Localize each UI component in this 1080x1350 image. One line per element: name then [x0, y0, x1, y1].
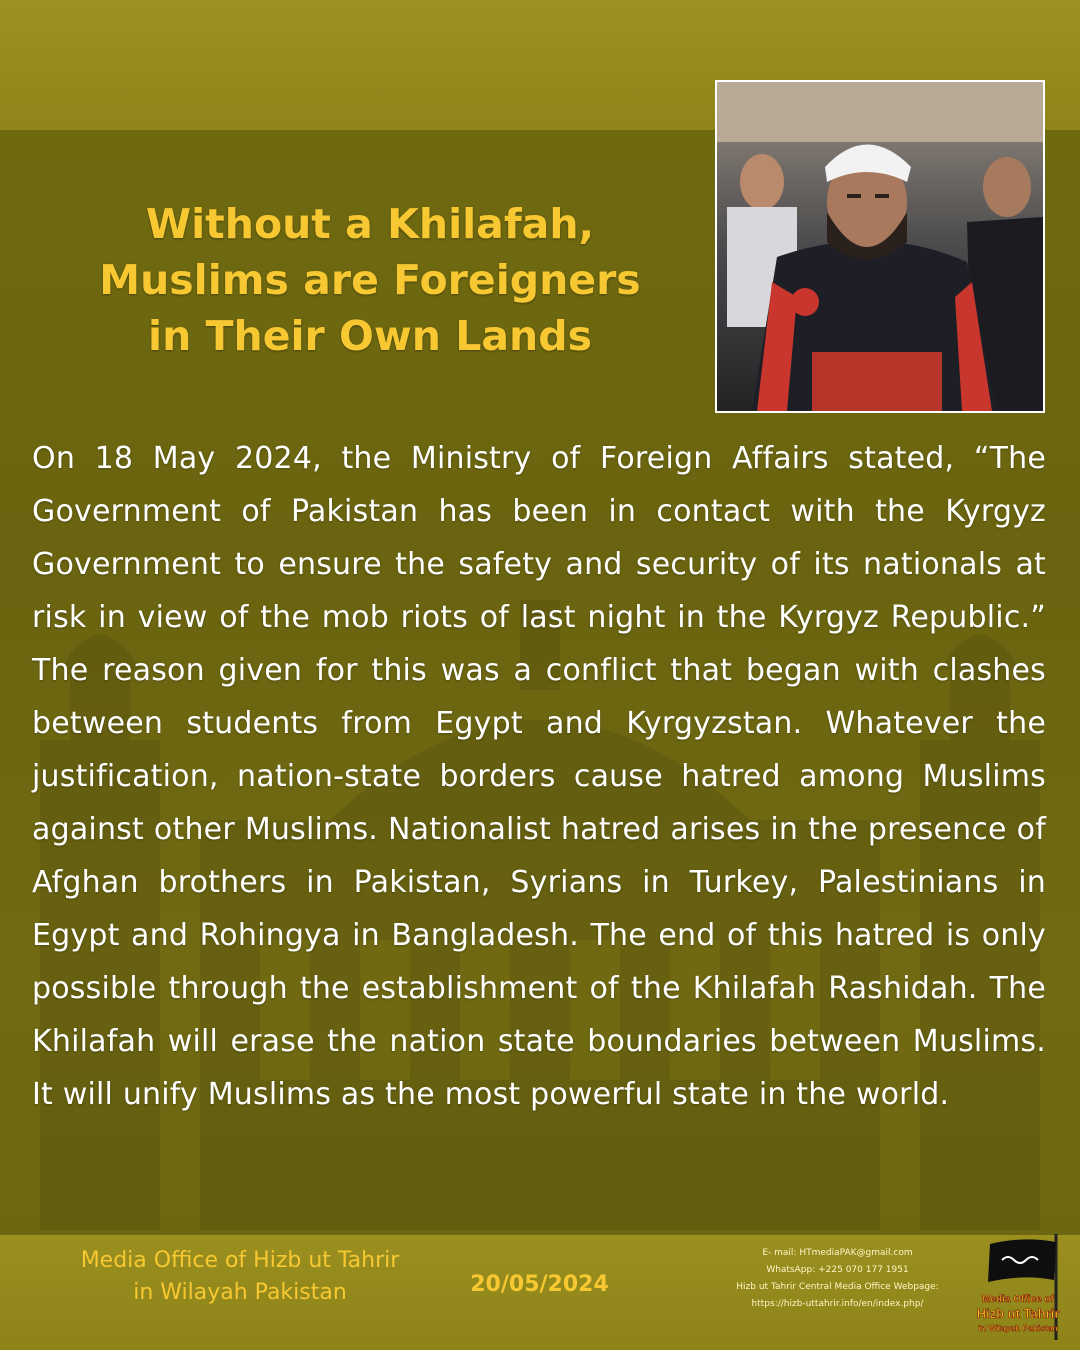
footer-date: 20/05/2024: [470, 1272, 609, 1297]
footer-organization: [30, 1245, 450, 1309]
headline-line-1: Without a Khilafah,: [145, 200, 595, 248]
contact-webpage-label: Hizb ut Tahrir Central Media Office Webpage:: [736, 1282, 939, 1292]
contact-email[interactable]: E- mail: HTmediaPAK@gmail.com: [762, 1248, 913, 1258]
headline-line-3: in Their Own Lands: [148, 312, 592, 360]
footer-org-line-1: Media Office of Hizb ut Tahrir: [80, 1248, 400, 1273]
footer-contact: [715, 1245, 960, 1313]
contact-url-link[interactable]: https://hizb-uttahrir.info/en/index.php/: [751, 1299, 924, 1309]
logo-text-line-3: in Wilayah Pakistan: [978, 1323, 1058, 1333]
news-photo: [715, 80, 1045, 413]
headline: [40, 196, 700, 364]
black-banner-flag-icon: [968, 1232, 1068, 1344]
logo-text-line-1: Media Office of: [982, 1294, 1054, 1305]
headline-line-2: Muslims are Foreigners: [99, 256, 641, 304]
footer-org-line-2: in Wilayah Pakistan: [133, 1280, 347, 1305]
article-body: On 18 May 2024, the Ministry of Foreign Affairs stated, “The Government of Pakistan has been in contact with the Kyrgyz Government to ensure the safety and security of its nationals at risk in view of the mob riots of last night in the Kyrgyz Republic.” The reason given for this was a conflict that began with clashes between students from Egypt and Kyrgyzstan. Whatever the justification, nation-state borders cause hatred among Muslims against other Muslims. Nationalist hatred arises in the presence of Afghan brothers in Pakistan, Syrians in Turkey, Palestinians in Egypt and Rohingya in Bangladesh. The end of this hatred is only possible through the establishment of the Khilafah Rashidah. The Khilafah will erase the nation state boundaries between Muslims. It will unify Muslims as the most powerful state in the world.: [32, 441, 1046, 1112]
contact-whatsapp: WhatsApp: +225 070 177 1951: [766, 1265, 909, 1275]
logo-text-line-2: Hizb ut Tahrir: [976, 1306, 1060, 1321]
news-photo-illustration: [717, 82, 1043, 411]
